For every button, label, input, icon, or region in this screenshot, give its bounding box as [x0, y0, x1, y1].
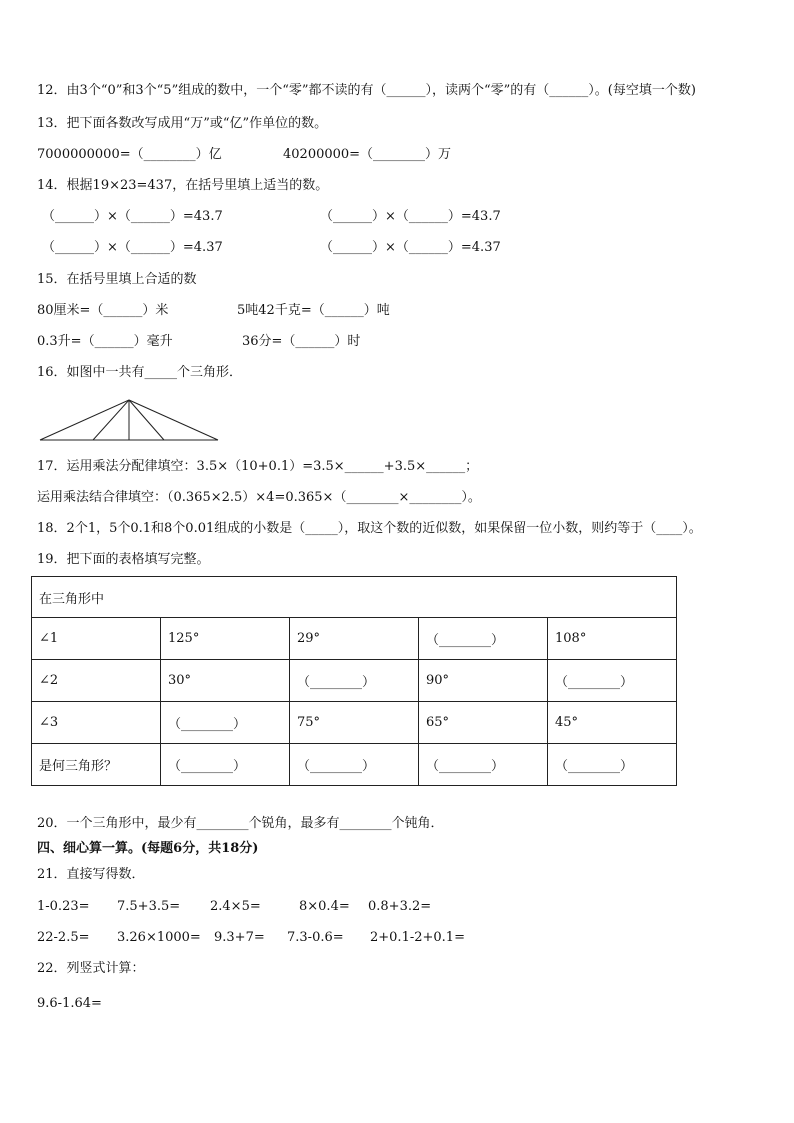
- table-cell: （________）: [419, 618, 548, 660]
- table-cell: 90°: [419, 660, 548, 702]
- table-cell: 65°: [419, 702, 548, 744]
- table-cell: （________）: [290, 744, 419, 786]
- table-row: [32, 744, 677, 786]
- question-14-row1-left: （______）×（______）=43.7: [42, 209, 223, 224]
- table-cell: 30°: [161, 660, 290, 702]
- question-22-item-a: 9.6-1.64=: [37, 996, 102, 1011]
- table-cell: 45°: [548, 702, 677, 744]
- question-17-a: 17．运用乘法分配律填空：3.5×（10+0.1）=3.5×______+3.5×______；: [37, 459, 479, 474]
- table-cell: （________）: [548, 744, 677, 786]
- calc-item: 2.4×5=: [210, 899, 261, 914]
- table-cell: 125°: [161, 618, 290, 660]
- table-cell: 29°: [290, 618, 419, 660]
- table-cell: ∠3: [32, 702, 161, 744]
- table-cell: 108°: [548, 618, 677, 660]
- question-15-item-d: 36分=（______）时: [242, 334, 361, 349]
- question-15-title: 15．在括号里填上合适的数: [37, 272, 197, 287]
- triangle-table: [31, 576, 677, 786]
- table-row: [32, 660, 677, 702]
- calc-item: 9.3+7=: [214, 930, 265, 945]
- question-13-title: 13．把下面各数改写成用“万”或“亿”作单位的数。: [37, 116, 328, 131]
- table-cell: （________）: [161, 702, 290, 744]
- question-22-title: 22．列竖式计算：: [37, 961, 145, 976]
- question-20: 20．一个三角形中，最少有________个锐角，最多有________个钝角．: [37, 816, 444, 831]
- question-14-title: 14．根据19×23=437，在括号里填上适当的数。: [37, 178, 329, 193]
- calc-item: 7.5+3.5=: [117, 899, 181, 914]
- calc-item: 0.8+3.2=: [368, 899, 432, 914]
- calc-item: 3.26×1000=: [117, 930, 201, 945]
- table-cell: （________）: [548, 660, 677, 702]
- question-17-b: 运用乘法结合律填空：（0.365×2.5）×4=0.365×（________×________）。: [37, 490, 481, 505]
- table-row: [32, 702, 677, 744]
- question-15-item-b: 5吨42千克=（______）吨: [237, 303, 390, 318]
- table-cell: 75°: [290, 702, 419, 744]
- table-cell: ∠1: [32, 618, 161, 660]
- question-18: 18．2个1，5个0.1和8个0.01组成的小数是（_____），取这个数的近似数，如果保留一位小数，则约等于（____）。: [37, 521, 702, 536]
- triangle-figure: [38, 398, 222, 444]
- table-cell: 是何三角形？: [32, 744, 161, 786]
- question-15-item-a: 80厘米=（______）米: [37, 303, 169, 318]
- section-4-heading: 四、细心算一算。(每题6分，共18分): [37, 841, 259, 856]
- table-cell: （________）: [290, 660, 419, 702]
- question-14-row1-right: （______）×（______）=43.7: [320, 209, 501, 224]
- question-12: 12．由3个“0”和3个“5”组成的数中，一个“零”都不读的有（______），读两个“零”的有（______）。(每空填一个数): [37, 83, 696, 98]
- question-14-row2-left: （______）×（______）=4.37: [42, 240, 223, 255]
- table-row: [32, 618, 677, 660]
- calc-item: 1-0.23=: [37, 899, 90, 914]
- question-15-item-c: 0.3升=（______）毫升: [37, 334, 173, 349]
- calc-item: 7.3-0.6=: [287, 930, 344, 945]
- question-19-title: 19．把下面的表格填写完整。: [37, 552, 210, 567]
- question-21-title: 21．直接写得数．: [37, 867, 145, 882]
- calc-item: 8×0.4=: [299, 899, 350, 914]
- question-13-item-b: 40200000=（________）万: [283, 147, 452, 162]
- table-cell: （________）: [161, 744, 290, 786]
- calc-item: 22-2.5=: [37, 930, 90, 945]
- calc-item: 2+0.1-2+0.1=: [370, 930, 465, 945]
- table-cell: ∠2: [32, 660, 161, 702]
- table-header: 在三角形中: [32, 577, 677, 618]
- question-14-row2-right: （______）×（______）=4.37: [320, 240, 501, 255]
- question-13-item-a: 7000000000=（________）亿: [37, 147, 222, 162]
- table-cell: （________）: [419, 744, 548, 786]
- question-16: 16．如图中一共有_____个三角形．: [37, 365, 243, 380]
